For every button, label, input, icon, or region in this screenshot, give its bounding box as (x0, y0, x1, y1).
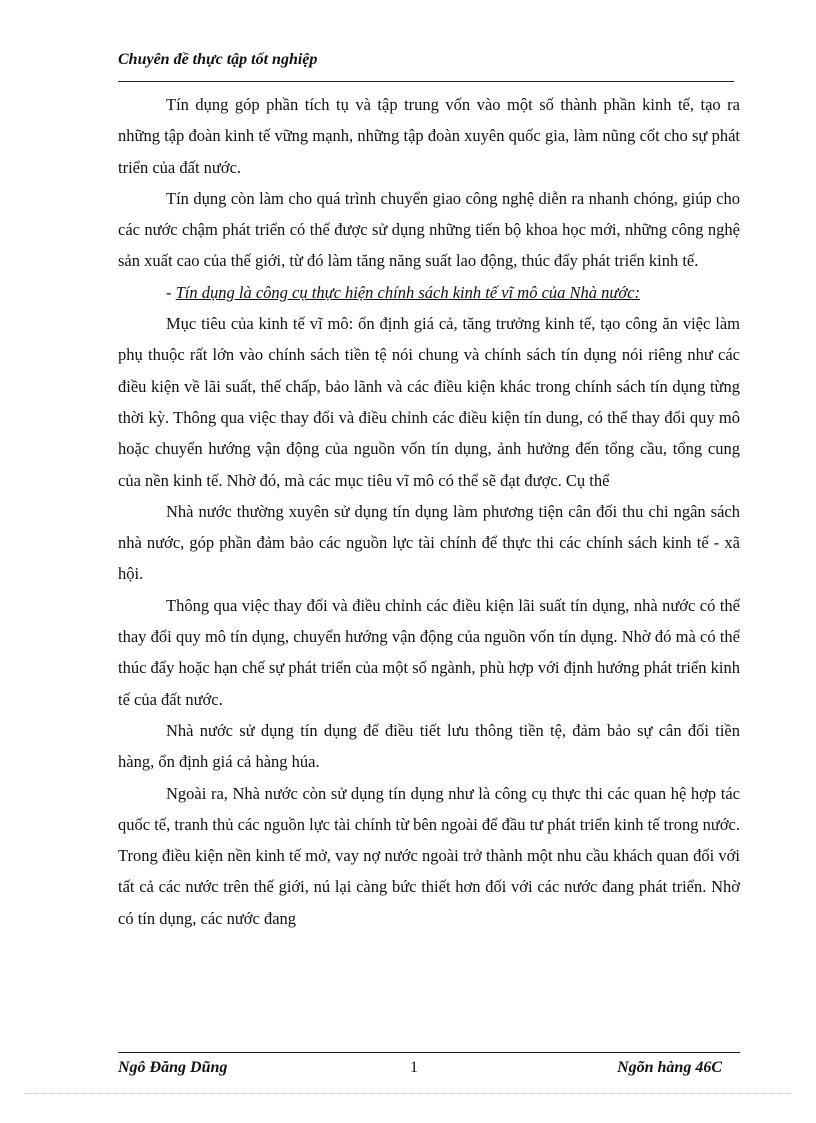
page-footer (118, 1055, 722, 1081)
subheading (118, 277, 740, 308)
paragraph: Nhà nước sử dụng tín dụng để điều tiết lưu thông tiền tệ, đảm bảo sự cân đối tiền hàng, ổn định giá cả hàng húa. (118, 720, 740, 772)
paragraph: Tín dụng còn làm cho quá trình chuyển giao công nghệ diễn ra nhanh chóng, giúp cho các nước chậm phát triển có thể được sử dụng những tiến bộ khoa học mới, những công nghệ sản xuất cao của thế giới, từ đó làm tăng năng suất lao động, thúc đẩy phát triển kinh tế. (118, 188, 740, 271)
footer-class: Ngõn hàng 46C (617, 1059, 722, 1076)
header-title: Chuyên đề thực tập tốt nghiệp (118, 51, 318, 68)
paragraph: Mục tiêu của kinh tế vĩ mô: ổn định giá cả, tăng trưởng kinh tế, tạo công ăn việc làm phụ thuộc rất lớn vào chính sách tiền tệ nói chung và chính sách tín dụng nói riêng như các điều kiện về lãi suất, thế chấp, bảo lãnh và các điều kiện khác trong chính sách tín dụng từng thời kỳ. Thông qua việc thay đổi và điều chỉnh các điều kiện tín dung, có thể thay đổi quy mô hoặc chuyển hướng vận động của nguồn vốn tín dụng, ảnh hưởng đến tổng cầu, tổng cung của nền kinh tế. Nhờ đó, mà các mục tiêu vĩ mô có thể sẽ đạt được. Cụ thể (118, 314, 740, 490)
paragraph: Thông qua việc thay đổi và điều chỉnh các điều kiện lãi suất tín dụng, nhà nước có thể thay đổi quy mô tín dụng, chuyển hướng vận động của nguồn vốn tín dụng. Nhờ đó mà có thể thúc đẩy hoặc hạn chế sự phát triển của một số ngành, phù hợp với định hướng phát triển kinh tế của đất nước. (118, 595, 740, 709)
document-body (118, 89, 740, 934)
footer-rule (118, 1052, 740, 1053)
page-number: 1 (410, 1059, 418, 1076)
page-edge-divider (24, 1093, 792, 1094)
paragraph: Tín dụng góp phần tích tụ và tập trung vốn vào một số thành phần kinh tế, tạo ra những tập đoàn kinh tế vững mạnh, những tập đoàn xuyên quốc gia, làm nũng cốt cho sự phát triển của đất nước. (118, 95, 740, 177)
subheading-text: Tín dụng là công cụ thực hiện chính sách kinh tế vĩ mô của Nhà nước: (175, 282, 641, 302)
paragraph: Nhà nước thường xuyên sử dụng tín dụng làm phương tiện cân đối thu chi ngân sách nhà nước, góp phần đảm bảo các nguồn lực tài chính để thực thi các chính sách kinh tế - xã hội. (118, 501, 740, 584)
subheading-prefix: - (166, 282, 176, 302)
header-rule (118, 81, 734, 82)
footer-author: Ngô Đăng Dũng (118, 1059, 228, 1076)
paragraph: Ngoài ra, Nhà nước còn sử dụng tín dụng như là công cụ thực thi các quan hệ hợp tác quốc tế, tranh thủ các nguồn lực tài chính từ bên ngoài để đầu tư phát triển kinh tế trong nước. Trong điều kiện nền kinh tế mở, vay nợ nước ngoài trở thành một nhu cầu khách quan đối với tất cả các nước trên thế giới, nú lại càng bức thiết hơn đối với các nước đang phát triển. Nhờ có tín dụng, các nước đang (118, 783, 740, 928)
page-header (118, 47, 734, 73)
